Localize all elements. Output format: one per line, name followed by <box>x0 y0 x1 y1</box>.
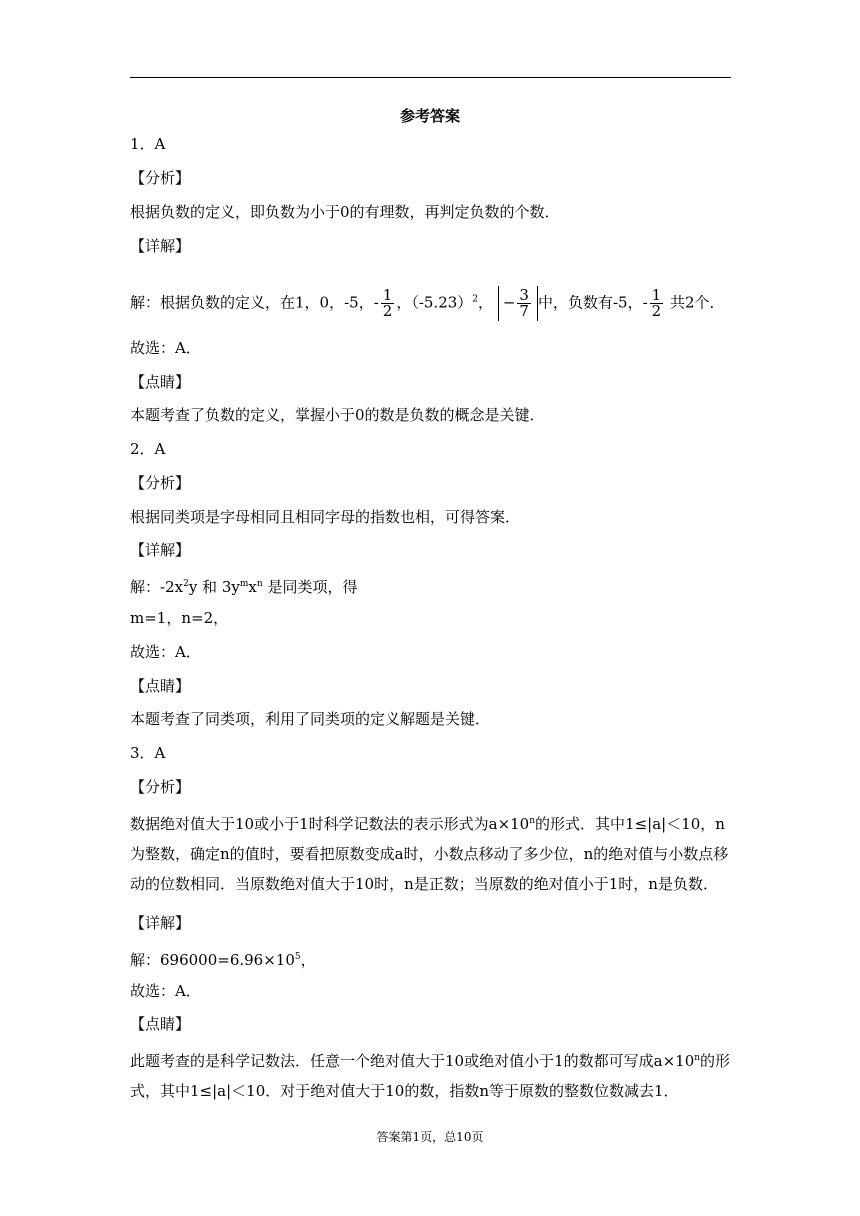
exponent: n <box>694 1053 701 1063</box>
q3-answer: 3．A <box>130 744 166 762</box>
q3-choose: 故选：A． <box>130 982 201 1000</box>
q2-comment-text: 本题考查了同类项，利用了同类项的定义解题是关键． <box>130 710 491 728</box>
fraction-three-sevenths <box>517 288 531 319</box>
q2-detail-text <box>130 574 357 597</box>
q2-analysis-text: 根据同类项是字母相同且相同字母的指数也相，可得答案． <box>130 508 521 526</box>
exponent: n <box>256 579 263 589</box>
page-title: 参考答案 <box>399 107 460 125</box>
q3-detail-text <box>130 947 316 970</box>
minus-sign: − <box>502 293 516 312</box>
q2-detail-part: 解：-2x <box>130 578 184 596</box>
q1-detail-text <box>130 286 725 321</box>
fraction-denominator: 7 <box>519 302 529 320</box>
q2-comment-heading: 【点睛】 <box>130 677 191 695</box>
q1-detail-mid2: ， <box>478 293 494 312</box>
q2-detail-part: y 和 3y <box>188 578 240 596</box>
q1-comment-heading: 【点睛】 <box>130 373 191 391</box>
fraction-numerator: 1 <box>651 286 662 304</box>
q3-analysis-part: 的形式．其中1≤|a|＜10，n为整数，确定n的值时，要看把原数变成a时，小数点移动了多少位，n的绝对值与小数点移动的位数相同．当原数绝对值大于10时，n是正数；当原数的绝对值小于1时，n是负数． <box>130 815 729 893</box>
exponent: 2 <box>183 579 189 589</box>
q1-comment-text: 本题考查了负数的定义，掌握小于0的数是负数的概念是关键． <box>130 406 545 424</box>
q1-choose: 故选：A． <box>130 339 201 357</box>
fraction-denominator: 2 <box>651 302 662 320</box>
q3-detail-part: 解：696000=6.96×10 <box>130 951 295 969</box>
q2-choose: 故选：A． <box>130 643 201 661</box>
q3-detail-heading: 【详解】 <box>130 914 191 932</box>
q2-analysis-heading: 【分析】 <box>130 474 191 492</box>
fraction-numerator: 1 <box>382 286 393 304</box>
absolute-value-expression <box>498 286 538 321</box>
q2-detail-part: 是同类项，得 <box>267 578 358 596</box>
q1-detail-mid1: ，（-5.23） <box>396 293 473 312</box>
q3-comment-part: 此题考查的是科学记数法．任意一个绝对值大于10或绝对值小于1的数都可写成a×10 <box>130 1052 695 1070</box>
fraction-denominator: 2 <box>382 302 393 320</box>
q2-detail-heading: 【详解】 <box>130 541 191 559</box>
q3-analysis-heading: 【分析】 <box>130 778 191 796</box>
q3-analysis-text <box>130 806 732 899</box>
page-footer: 答案第1页，总10页 <box>376 1130 484 1144</box>
exponent: n <box>529 816 536 826</box>
q1-analysis-text: 根据负数的定义，即负数为小于0的有理数，再判定负数的个数． <box>130 203 560 221</box>
q2-result: m=1，n=2， <box>130 609 229 627</box>
q2-answer: 2．A <box>130 440 166 458</box>
q1-detail-heading: 【详解】 <box>130 237 191 255</box>
q3-comment-part: 的形式，其中1≤|a|＜10．对于绝对值大于10的数，指数n等于原数的整数位数减去1． <box>130 1052 731 1100</box>
exponent: 2 <box>472 294 479 305</box>
q1-detail-prefix: 解：根据负数的定义，在1，0，-5，- <box>130 293 379 312</box>
fraction-numerator: 3 <box>519 286 529 304</box>
fraction-one-half <box>381 288 395 319</box>
q1-analysis-heading: 【分析】 <box>130 169 191 187</box>
q1-answer: 1．A <box>130 135 166 153</box>
q3-comment-heading: 【点睛】 <box>130 1015 191 1033</box>
q1-detail-mid3: 中，负数有-5，- <box>537 293 648 312</box>
exponent: 5 <box>294 952 301 962</box>
q1-detail-suffix: 共2个． <box>669 293 725 312</box>
fraction-one-half <box>650 288 664 319</box>
q3-detail-part: ， <box>300 951 316 969</box>
header-rule <box>130 77 731 78</box>
exponent: m <box>239 579 249 589</box>
q3-analysis-part: 数据绝对值大于10或小于1时科学记数法的表示形式为a×10 <box>130 815 530 833</box>
q2-detail-part: x <box>248 578 257 596</box>
q3-comment-text <box>130 1043 732 1106</box>
